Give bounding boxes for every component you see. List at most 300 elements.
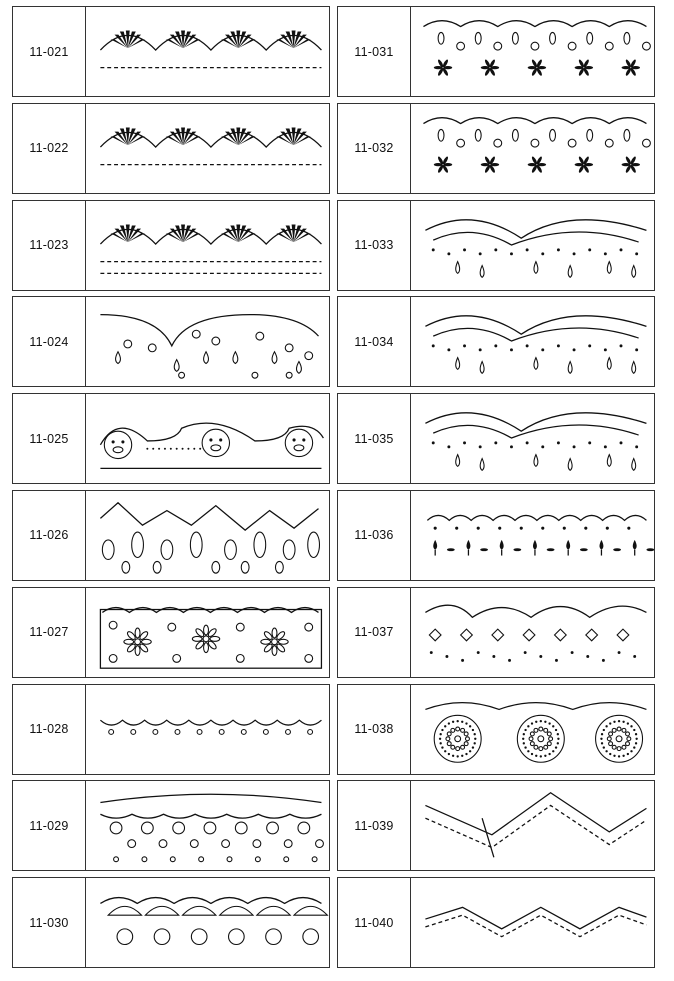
daisy-flowers-svg [86, 588, 329, 677]
right-column [337, 6, 655, 974]
bear-eye [219, 439, 222, 442]
daisy-petal [204, 643, 209, 653]
dot [620, 442, 623, 445]
dot [526, 442, 529, 445]
eyelet [266, 929, 282, 945]
pattern-code: 11-030 [13, 878, 86, 967]
lace-cross [492, 629, 504, 641]
dot [552, 750, 554, 752]
dot [635, 737, 637, 739]
eyelet [587, 32, 593, 44]
eyelet [464, 732, 468, 736]
daisy-center [272, 639, 278, 645]
dot [474, 733, 476, 735]
eyelet [305, 352, 313, 360]
pattern-card-11-035[interactable] [337, 393, 655, 484]
teardrop [599, 540, 603, 550]
eyelet [609, 741, 613, 745]
dot [455, 527, 458, 530]
dot [605, 725, 607, 727]
dot [445, 655, 448, 658]
dot [520, 527, 523, 530]
pattern-card-11-040[interactable] [337, 877, 655, 968]
dot [605, 750, 607, 752]
fan-ray [236, 224, 240, 242]
eyelet [175, 729, 180, 734]
dot [494, 442, 497, 445]
eyelet [547, 741, 551, 745]
pointed-ovals-svg [86, 491, 329, 580]
dot [620, 248, 623, 251]
eyelet [236, 654, 244, 662]
daisy-petal [124, 639, 134, 644]
eyelet [451, 745, 455, 749]
pattern-illustration [86, 394, 329, 483]
fan-ray [181, 30, 185, 48]
teardrop [566, 540, 570, 550]
bear-nose [113, 447, 123, 453]
oval-eyelet [225, 540, 237, 560]
scallop-edge [100, 898, 321, 904]
daisy-petal [135, 628, 140, 638]
teardrop [568, 362, 572, 374]
pattern-code: 11-023 [13, 201, 86, 290]
teardrop [480, 459, 484, 471]
dot [444, 725, 446, 727]
daisy-petal [141, 639, 151, 644]
dot [524, 746, 526, 748]
fan-ray [126, 30, 130, 48]
eyelet [168, 623, 176, 631]
eyelet [199, 857, 204, 862]
oval-eyelet [254, 532, 266, 557]
eyelet [605, 42, 613, 50]
dot [588, 248, 591, 251]
eyelet [475, 129, 481, 141]
stars-eyelets-svg [411, 104, 654, 193]
eyelet [141, 822, 153, 834]
eyelet [286, 373, 292, 379]
scallop-edge [423, 21, 646, 27]
dot [548, 722, 550, 724]
eyelet [204, 822, 216, 834]
zigzag-edge [100, 503, 318, 530]
lace-edge [425, 605, 646, 617]
teardrop [233, 352, 238, 364]
oval-eyelet [161, 540, 173, 560]
eyelet [128, 840, 136, 848]
pattern-code: 11-022 [13, 104, 86, 193]
dot [508, 659, 511, 662]
eyelet [587, 129, 593, 141]
dot [170, 448, 172, 450]
dot [492, 655, 495, 658]
eyelet [438, 32, 444, 44]
arch-eyelets-svg [86, 297, 329, 386]
dot [604, 349, 607, 352]
leaf [547, 548, 555, 551]
pattern-illustration [86, 685, 329, 774]
dot [187, 448, 189, 450]
pattern-code: 11-027 [13, 588, 86, 677]
tulip-row-svg [411, 491, 654, 580]
daisy-petal [261, 639, 271, 644]
dot [635, 349, 638, 352]
oval-eyelet [153, 561, 161, 573]
pattern-illustration [86, 297, 329, 386]
pattern-card-11-024[interactable] [12, 296, 330, 387]
dot [535, 754, 537, 756]
pattern-code: 11-040 [338, 878, 411, 967]
pattern-card-11-023[interactable] [12, 200, 330, 291]
dot [603, 728, 605, 730]
dot [544, 754, 546, 756]
pattern-illustration [86, 588, 329, 677]
dot [563, 527, 566, 530]
dot [635, 742, 637, 744]
dot [573, 349, 576, 352]
dot [527, 725, 529, 727]
pattern-card-11-025[interactable] [12, 393, 330, 484]
oval-eyelet [190, 532, 202, 557]
pattern-illustration [86, 491, 329, 580]
dot [609, 722, 611, 724]
eyelet [191, 929, 207, 945]
pattern-card-11-030[interactable] [12, 877, 330, 968]
pattern-illustration [411, 588, 654, 677]
bear-face [285, 429, 312, 456]
lace-cross [586, 629, 598, 641]
daisy-petal [204, 625, 209, 635]
dot [523, 742, 525, 744]
dot [557, 345, 560, 348]
dot [618, 651, 621, 654]
dot [600, 737, 602, 739]
oval-eyelet [241, 561, 249, 573]
pattern-card-11-021[interactable] [12, 6, 330, 97]
dot [432, 248, 435, 251]
dot [633, 655, 636, 658]
dot [557, 737, 559, 739]
eyelet [475, 32, 481, 44]
dot [432, 442, 435, 445]
teardrop [632, 265, 636, 277]
teardrop [607, 455, 611, 467]
pattern-code: 11-025 [13, 394, 86, 483]
dot [541, 527, 544, 530]
pattern-card-11-032[interactable] [337, 103, 655, 194]
leaf [447, 548, 455, 551]
eyelet [153, 729, 158, 734]
eyelet [173, 822, 185, 834]
pattern-card-11-034[interactable] [337, 296, 655, 387]
eyelet [159, 840, 167, 848]
eyelet [616, 735, 622, 741]
dot [627, 752, 629, 754]
zigzag-small-svg [411, 878, 654, 967]
dot [540, 755, 542, 757]
zigzag-svg [411, 781, 654, 870]
pattern-card-11-029[interactable] [12, 780, 330, 871]
bear-eye [209, 439, 212, 442]
eyelet [622, 728, 626, 732]
eyelet [109, 654, 117, 662]
dot [613, 754, 615, 756]
dot [498, 527, 501, 530]
eyelet [547, 732, 551, 736]
eyelet [446, 736, 450, 740]
eyelet [447, 732, 451, 736]
teardrop [632, 459, 636, 471]
pattern-card-11-036[interactable] [337, 490, 655, 581]
oval-eyelet [212, 561, 220, 573]
dot [588, 345, 591, 348]
dot [635, 733, 637, 735]
eyelet [512, 129, 518, 141]
teardrop [480, 265, 484, 277]
fan-ray [292, 30, 296, 48]
pattern-card-11-033[interactable] [337, 200, 655, 291]
eyelet [255, 857, 260, 862]
dot [494, 345, 497, 348]
dot [552, 725, 554, 727]
pattern-illustration [86, 7, 329, 96]
eyelet [235, 822, 247, 834]
arch-inner [433, 425, 638, 438]
pattern-illustration [411, 297, 654, 386]
teardrop [568, 459, 572, 471]
dot [479, 349, 482, 352]
dot [531, 752, 533, 754]
teardrop [433, 540, 437, 550]
dot [432, 345, 435, 348]
eyelet [303, 929, 319, 945]
pattern-code: 11-029 [13, 781, 86, 870]
fan-ray [236, 127, 240, 145]
dot [603, 746, 605, 748]
eyelet [531, 42, 539, 50]
pattern-card-11-026[interactable] [12, 490, 330, 581]
pattern-card-11-022[interactable] [12, 103, 330, 194]
eyelet [544, 728, 548, 732]
pattern-illustration [411, 201, 654, 290]
dot [479, 252, 482, 255]
dot [158, 448, 160, 450]
teardrop [534, 358, 538, 370]
pattern-illustration [411, 394, 654, 483]
pattern-code: 11-033 [338, 201, 411, 290]
eyelet [438, 129, 444, 141]
teardrop [116, 352, 121, 364]
eyelet [643, 42, 651, 50]
eyelet [626, 732, 630, 736]
pattern-card-11-027[interactable] [12, 587, 330, 678]
pattern-illustration [86, 104, 329, 193]
dot [461, 754, 463, 756]
eyelet [236, 623, 244, 631]
lace-cross [429, 629, 441, 641]
eyelet [617, 727, 621, 731]
eyelet [624, 129, 630, 141]
eyelet [154, 929, 170, 945]
dot [630, 725, 632, 727]
teardrop [607, 261, 611, 273]
eyelet [284, 857, 289, 862]
eyelet [549, 736, 553, 740]
pattern-card-11-038[interactable] [337, 684, 655, 775]
pattern-illustration [411, 491, 654, 580]
lace-cross [461, 629, 473, 641]
dot [622, 720, 624, 722]
dot [602, 659, 605, 662]
eyelet [627, 736, 631, 740]
eyelet [190, 840, 198, 848]
dot [441, 746, 443, 748]
eyelet [622, 745, 626, 749]
eyelet [316, 840, 324, 848]
teardrop [272, 352, 277, 364]
fan-ray [181, 224, 185, 242]
pattern-code: 11-021 [13, 7, 86, 96]
eyelet [612, 745, 616, 749]
dot [182, 448, 184, 450]
eyelet [624, 32, 630, 44]
dot [622, 754, 624, 756]
bear-nose [294, 445, 304, 451]
leaf [513, 548, 521, 551]
scallop-fans-dashed-svg [86, 7, 329, 96]
eyelet [212, 337, 220, 345]
stitch-line [425, 915, 646, 937]
dot [430, 651, 433, 654]
small-scallop-dots-svg [86, 685, 329, 774]
pattern-card-11-037[interactable] [337, 587, 655, 678]
eyelet [550, 32, 556, 44]
daisy-petal [135, 645, 140, 655]
dot [477, 527, 480, 530]
bear-eye [302, 439, 305, 442]
lace-scallop-svg [411, 588, 654, 677]
dot [555, 728, 557, 730]
scallop-edge [425, 702, 646, 709]
teardrop [456, 455, 460, 467]
dot [606, 527, 609, 530]
circles-rows-svg [86, 781, 329, 870]
dot [557, 742, 559, 744]
scallop-edge [427, 515, 646, 520]
eyelet [457, 139, 465, 147]
dot [469, 750, 471, 752]
pattern-code: 11-028 [13, 685, 86, 774]
dot [461, 659, 464, 662]
dot [588, 442, 591, 445]
dot [627, 722, 629, 724]
dot [479, 446, 482, 449]
dot [541, 349, 544, 352]
dot [635, 252, 638, 255]
pattern-illustration [86, 201, 329, 290]
eyelet [117, 929, 133, 945]
oval-eyelet [132, 532, 144, 557]
teardrop [456, 358, 460, 370]
bear-eye [112, 441, 115, 444]
daisy-petal [192, 636, 202, 641]
dot [535, 720, 537, 722]
dot [448, 722, 450, 724]
scallop-edge [100, 720, 321, 725]
dot [474, 737, 476, 739]
eyelet [241, 729, 246, 734]
arch-edge [100, 315, 318, 346]
oval-eyelet [283, 540, 295, 560]
eyelet [109, 729, 114, 734]
fan-ray [292, 224, 296, 242]
dot [523, 733, 525, 735]
dot [457, 755, 459, 757]
eyelet [286, 729, 291, 734]
pattern-card-11-031[interactable] [337, 6, 655, 97]
dot [164, 448, 166, 450]
dot [452, 754, 454, 756]
dot [434, 527, 437, 530]
eyelet [179, 373, 185, 379]
eyelet [192, 331, 200, 339]
pattern-card-11-039[interactable] [337, 780, 655, 871]
lace-cross [617, 629, 629, 641]
eyelet [607, 736, 611, 740]
petal [220, 907, 253, 916]
thread [482, 819, 494, 858]
teardrop [466, 540, 470, 550]
eyelet [617, 746, 621, 750]
dot [447, 252, 450, 255]
pattern-code: 11-032 [338, 104, 411, 193]
dot [477, 651, 480, 654]
eyelet [451, 728, 455, 732]
eyelet [530, 732, 534, 736]
teardrop [633, 540, 637, 550]
eyelet [466, 736, 470, 740]
dot [548, 752, 550, 754]
dot [452, 720, 454, 722]
dot [494, 248, 497, 251]
dot [440, 742, 442, 744]
bear-faces-svg [86, 394, 329, 483]
eyelet [263, 729, 268, 734]
dot [472, 746, 474, 748]
petal [183, 907, 216, 916]
dot [461, 720, 463, 722]
eyelet [512, 32, 518, 44]
dot [544, 720, 546, 722]
pattern-card-11-028[interactable] [12, 684, 330, 775]
petal [145, 907, 178, 916]
eyelet [253, 840, 261, 848]
eyelet [609, 732, 613, 736]
dot [601, 733, 603, 735]
eyelet [197, 729, 202, 734]
eyelet [605, 139, 613, 147]
bear-face [104, 431, 131, 458]
scallop-fans-double-dashed-svg [86, 201, 329, 290]
oval-eyelet [275, 561, 283, 573]
dot [465, 722, 467, 724]
dot [555, 659, 558, 662]
dot [447, 349, 450, 352]
zigzag-edge [425, 908, 646, 930]
eyelet [643, 139, 651, 147]
eyelet [529, 736, 533, 740]
